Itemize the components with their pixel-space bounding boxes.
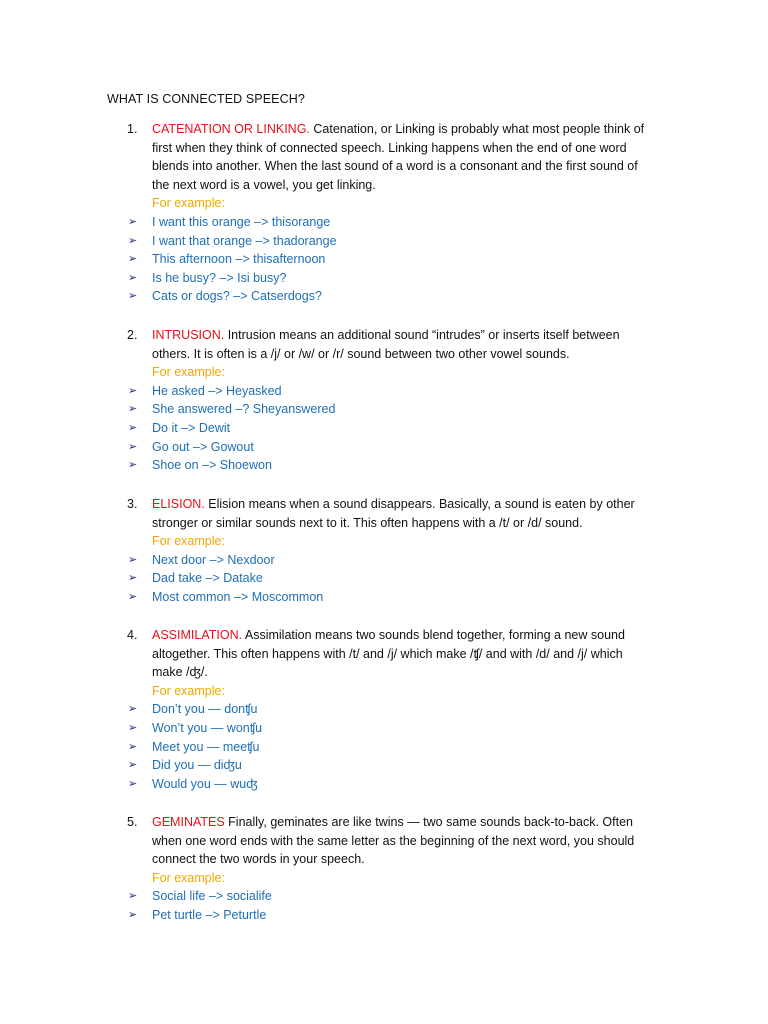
for-example-label: For example: — [152, 534, 225, 549]
for-example-label: For example: — [152, 196, 225, 211]
section-number: 2. — [127, 328, 138, 342]
example-item — [128, 213, 652, 232]
arrowhead-bullet-icon: ➢ — [128, 234, 138, 247]
example-item — [128, 419, 652, 438]
arrowhead-bullet-icon: ➢ — [128, 421, 138, 434]
example-text: Social life –> socialife — [152, 889, 272, 904]
example-item — [128, 738, 652, 757]
arrowhead-bullet-icon: ➢ — [128, 740, 138, 753]
example-text: Do it –> Dewit — [152, 420, 231, 435]
arrowhead-bullet-icon: ➢ — [128, 215, 138, 228]
section-term: CATENATION OR LINKING. — [152, 122, 310, 136]
example-text: Go out –> Gowout — [152, 439, 254, 454]
for-example-label: For example: — [152, 683, 225, 698]
example-text: Did you — diʤu — [152, 758, 242, 773]
section-term: INTRUSION. — [152, 328, 225, 342]
arrowhead-bullet-icon: ➢ — [128, 777, 138, 790]
section-description: Assimilation means two sounds blend together, forming a new sound altogether. This often happens with /t/ and /j/ which make /ʧ/ and with /d/ and /j/ which make /ʤ/. — [152, 628, 625, 680]
example-text: She answered –? Sheyanswered — [152, 402, 336, 417]
example-text: Would you — wuʤ — [152, 776, 258, 791]
example-text: Most common –> Moscommon — [152, 589, 324, 604]
section-number: 5. — [127, 815, 138, 829]
example-item — [128, 700, 652, 719]
arrowhead-bullet-icon: ➢ — [128, 271, 138, 284]
arrowhead-bullet-icon: ➢ — [128, 908, 138, 921]
section-number: 3. — [127, 497, 138, 511]
example-text: Cats or dogs? –> Catserdogs? — [152, 289, 322, 304]
arrowhead-bullet-icon: ➢ — [128, 703, 138, 716]
arrowhead-bullet-icon: ➢ — [128, 890, 138, 903]
example-text: I want that orange –> thadorange — [152, 233, 337, 248]
arrowhead-bullet-icon: ➢ — [128, 572, 138, 585]
arrowhead-bullet-icon: ➢ — [128, 403, 138, 416]
example-item — [128, 456, 652, 475]
example-item — [128, 232, 652, 251]
example-item — [128, 775, 652, 794]
example-text: I want this orange –> thisorange — [152, 214, 331, 229]
section-paragraph — [152, 495, 652, 532]
section-paragraph — [152, 626, 652, 682]
section-term: ASSIMILATION. — [152, 628, 243, 642]
section-paragraph — [152, 120, 652, 194]
arrowhead-bullet-icon: ➢ — [128, 553, 138, 566]
example-text: Next door –> Nexdoor — [152, 552, 275, 567]
arrowhead-bullet-icon: ➢ — [128, 590, 138, 603]
example-item — [128, 382, 652, 401]
arrowhead-bullet-icon: ➢ — [128, 759, 138, 772]
example-text: Meet you — meeʧu — [152, 739, 260, 754]
example-text: Is he busy? –> Isi busy? — [152, 270, 287, 285]
example-item — [128, 906, 652, 925]
example-text: This afternoon –> thisafternoon — [152, 252, 326, 267]
example-item — [128, 719, 652, 738]
example-item — [128, 756, 652, 775]
arrowhead-bullet-icon: ➢ — [128, 440, 138, 453]
example-text: Won’t you — wonʧu — [152, 720, 263, 735]
example-item — [128, 400, 652, 419]
section-number: 4. — [127, 628, 138, 642]
section-description: Catenation, or Linking is probably what most people think of first when they think of connected speech. Linking happens when the end of one word blends into another. When the last sound of a word is a consonant and the first sound of the next word is a vowel, you get linking. — [152, 122, 645, 192]
example-item — [128, 287, 652, 306]
section-description: Elision means when a sound disappears. Basically, a sound is eaten by other stronger or similar sounds next to it. This often happens with a /t/ or /d/ sound. — [152, 497, 635, 530]
arrowhead-bullet-icon: ➢ — [128, 384, 138, 397]
arrowhead-bullet-icon: ➢ — [128, 253, 138, 266]
example-item — [128, 569, 652, 588]
arrowhead-bullet-icon: ➢ — [128, 459, 138, 472]
example-item — [128, 250, 652, 269]
example-text: Don’t you — donʧu — [152, 702, 258, 717]
for-example-label: For example: — [152, 365, 225, 380]
arrowhead-bullet-icon: ➢ — [128, 721, 138, 734]
section-description: Intrusion means an additional sound “intrudes” or inserts itself between others. It is often is a /j/ or /w/ or /r/ sound between two other vowel sounds. — [152, 328, 620, 361]
example-text: He asked –> Heyasked — [152, 383, 282, 398]
section-paragraph — [152, 326, 652, 363]
document-title: WHAT IS CONNECTED SPEECH? — [107, 92, 305, 106]
example-item — [128, 269, 652, 288]
section-paragraph — [152, 813, 652, 869]
example-item — [128, 887, 652, 906]
example-item — [128, 588, 652, 607]
example-text: Shoe on –> Shoewon — [152, 458, 272, 473]
example-item — [128, 438, 652, 457]
example-text: Pet turtle –> Peturtle — [152, 907, 267, 922]
example-text: Dad take –> Datake — [152, 571, 263, 586]
section-term: GEMINATES — [152, 815, 225, 829]
section-description: Finally, geminates are like twins — two same sounds back-to-back. Often when one word ends with the same letter as the beginning of the next word, you should connect the two words in your speech. — [152, 815, 635, 867]
section-term: ELISION. — [152, 497, 205, 511]
section-number: 1. — [127, 122, 138, 136]
arrowhead-bullet-icon: ➢ — [128, 290, 138, 303]
example-item — [128, 551, 652, 570]
for-example-label: For example: — [152, 870, 225, 885]
